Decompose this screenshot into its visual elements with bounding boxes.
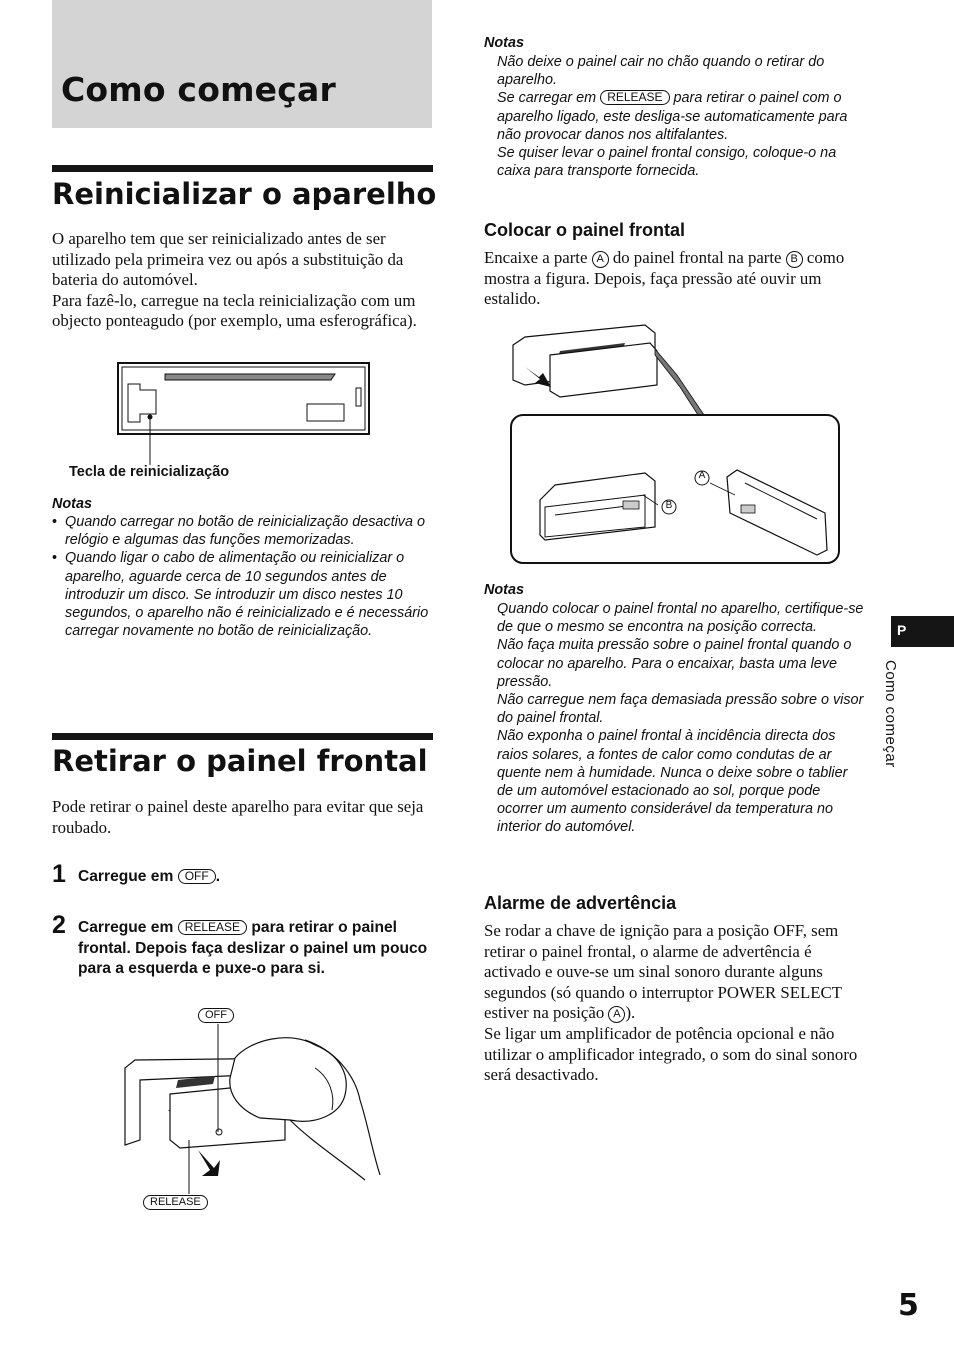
- alarm-heading: Alarme de advertência: [484, 893, 677, 913]
- side-label-text: Como começar: [882, 660, 899, 768]
- top-note-3: Se quiser levar o painel frontal consigo, coloque-o na caixa para transporte fornecida.: [497, 145, 837, 180]
- step-2-pre: Carregue em: [78, 919, 174, 936]
- reset-body-p2: Para fazê-lo, carregue na tecla reinicialização com um objecto ponteagudo (por exemplo, uma esferográfica).: [52, 290, 417, 331]
- release-key: RELEASE: [178, 920, 247, 935]
- top-notes: [497, 53, 867, 180]
- alarm-body-1: Se rodar a chave de ignição para a posição OFF, sem retirar o painel frontal, o alarme de advertência é activado e ouve-se um sinal sonoro durante alguns segundos (só quando o interruptor POWER SELECT estiver na posição: [484, 921, 842, 1023]
- detach-heading: Retirar o painel frontal: [52, 744, 428, 778]
- top-note-2: [497, 89, 867, 144]
- reset-body-p1: O aparelho tem que ser reinicializado antes de ser utilizado pela primeira vez ou após a substituição da bateria do automóvel.: [52, 229, 404, 290]
- side-tab-letter: P: [897, 622, 907, 638]
- reset-figure-caption: Tecla de reinicialização: [69, 464, 230, 480]
- list-item: • Quando carregar no botão de reinicialização desactiva o relógio e algumas das funções memorizadas.: [52, 513, 440, 549]
- alarm-body: [484, 921, 869, 1086]
- step-2-text: [78, 918, 436, 980]
- top-note-2-pre: Se carregar em: [497, 90, 597, 107]
- figure-release-label-wrap: [143, 1193, 208, 1211]
- alarm-body-p2: Se ligar um amplificador de potência opcional e não utilizar o amplificador integrado, o som do sinal sonoro será desactivado.: [484, 1023, 858, 1085]
- alarm-body-p1: [484, 921, 869, 1024]
- figure-off-label-wrap: [198, 1006, 234, 1024]
- page-title: Como começar: [61, 70, 336, 109]
- attach-notes: [497, 600, 867, 837]
- detach-body: Pode retirar o painel deste aparelho para evitar que seja roubado.: [52, 797, 424, 837]
- top-note-2-post: para retirar o painel com o aparelho ligado, este desliga-se automaticamente para não provocar danos nos altifalantes.: [497, 90, 848, 143]
- attach-heading: Colocar o painel frontal: [484, 220, 686, 240]
- figure-mark-a: A: [698, 470, 706, 481]
- list-item: Quando colocar o painel frontal no aparelho, certifique-se de que o mesmo se encontra na posição correcta.: [497, 601, 864, 636]
- reset-notes-title: Notas: [52, 496, 92, 512]
- section-rule: [52, 165, 433, 172]
- side-label: [882, 660, 912, 790]
- mark-a: A: [608, 1006, 625, 1023]
- reset-notes-list: [52, 513, 440, 640]
- reset-body: [52, 229, 436, 332]
- figure-release-label: RELEASE: [143, 1195, 208, 1210]
- list-item: Não faça muita pressão sobre o painel frontal quando o colocar no aparelho. Para o encaixar, basta uma leve pressão.: [497, 637, 852, 690]
- step-2-post: para retirar o painel frontal. Depois faça deslizar o painel um pouco para a esquerda e puxe-o para si.: [78, 919, 428, 978]
- step-1-pre: Carregue em: [78, 868, 174, 885]
- mark-b: B: [786, 251, 803, 268]
- reset-heading: Reinicializar o aparelho: [52, 177, 437, 211]
- step-1-text: [78, 867, 436, 888]
- step-1-post: .: [215, 868, 221, 885]
- attach-body: [484, 248, 869, 310]
- top-note-1: Não deixe o painel cair no chão quando o retirar do aparelho.: [497, 54, 825, 89]
- detach-panel-figure: [110, 1000, 390, 1215]
- release-key: RELEASE: [600, 90, 669, 105]
- figure-off-label: OFF: [198, 1008, 234, 1023]
- attach-body-3: como mostra a figura. Depois, faça pressão até ouvir um estalido.: [484, 248, 845, 309]
- section-rule: [52, 733, 433, 740]
- page-number: 5: [898, 1288, 919, 1323]
- list-item: Não exponha o painel frontal à incidência directa dos raios solares, a fontes de calor como condutas de ar quente nem à humidade. Nunca o deixe sobre o tablier de um automóvel estacionado ao sol, porque pode ocorrer um aumento considerável da temperatura no interior do automóvel.: [497, 728, 848, 836]
- figure-mark-b: B: [665, 500, 673, 511]
- off-key: OFF: [178, 869, 216, 884]
- alarm-body-1-end: ).: [625, 1003, 636, 1023]
- attach-notes-title: Notas: [484, 582, 524, 598]
- list-item: • Quando ligar o cabo de alimentação ou reinicializar o aparelho, aguarde cerca de 10 segundos antes de introduzir um disco. Se introduzir um disco nestes 10 segundos, o aparelho não é reinicializado e é necessário carregar novamente no botão de reinicialização.: [52, 549, 440, 640]
- reset-unit-figure: [110, 360, 375, 475]
- step-number: 2: [52, 911, 66, 939]
- top-notes-title: Notas: [484, 35, 524, 51]
- mark-a: A: [592, 251, 609, 268]
- attach-body-2: do painel frontal na parte: [612, 248, 782, 267]
- step-number: 1: [52, 860, 66, 888]
- list-item: Não carregue nem faça demasiada pressão sobre o visor do painel frontal.: [497, 692, 864, 727]
- attach-body-1: Encaixe a parte: [484, 248, 588, 267]
- attach-panel-figure: [505, 315, 845, 570]
